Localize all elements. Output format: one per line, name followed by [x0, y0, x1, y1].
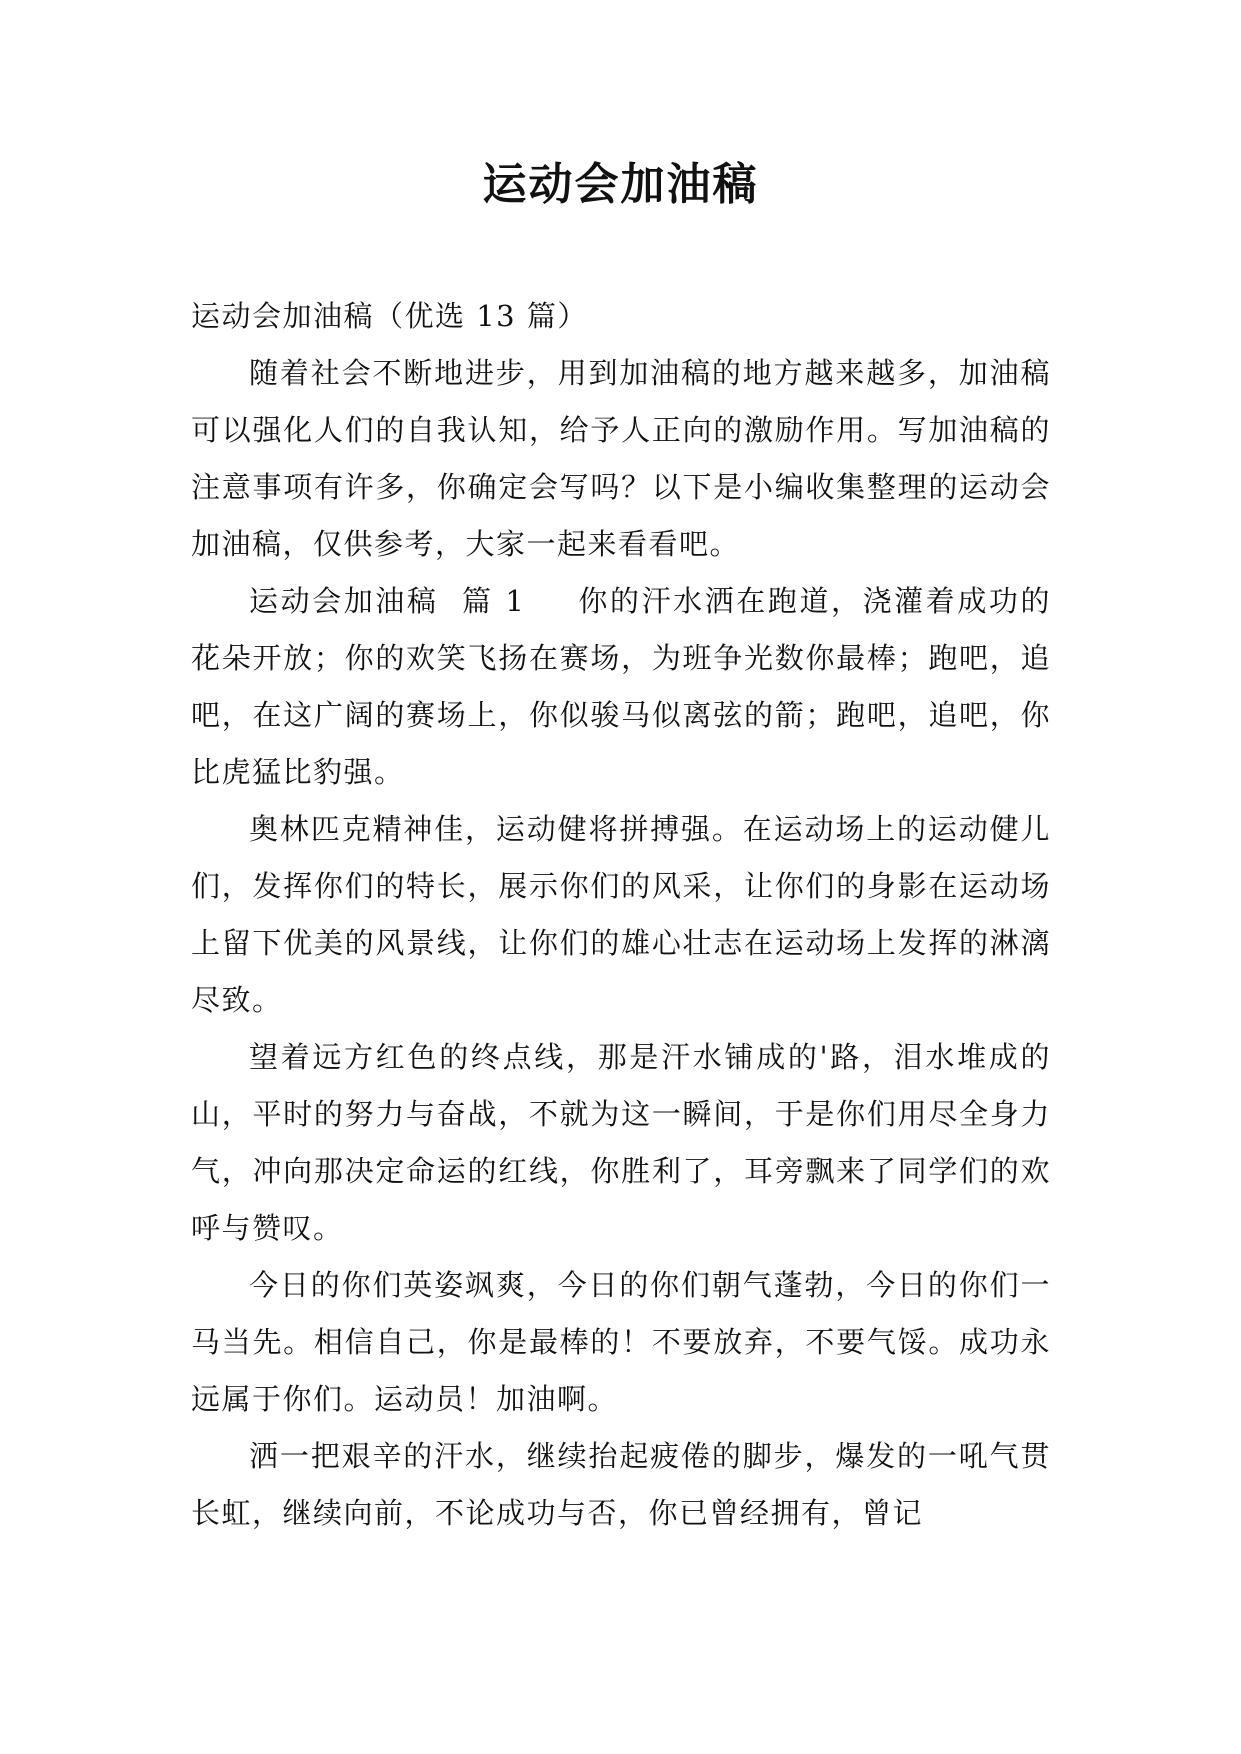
body-paragraph-3: 今日的你们英姿飒爽，今日的你们朝气蓬勃，今日的你们一马当先。相信自己，你是最棒的！不要放弃，不要气馁。成功永远属于你们。运动员！加油啊。: [191, 1268, 1051, 1416]
intro-paragraph: 随着社会不断地进步，用到加油稿的地方越来越多，加油稿可以强化人们的自我认知，给予人正向的激励作用。写加油稿的注意事项有许多，你确定会写吗？以下是小编收集整理的运动会加油稿，仅供参考，大家一起来看看吧。: [191, 356, 1051, 561]
document-subtitle: 运动会加油稿（优选 13 篇）: [191, 299, 588, 333]
body-paragraph-4: 洒一把艰辛的汗水，继续抬起疲倦的脚步，爆发的一吼气贯长虹，继续向前，不论成功与否，你已曾经拥有，曾记: [191, 1439, 1051, 1530]
section-1-text: 你的汗水洒在跑道，浇灌着成功的花朵开放；你的欢笑飞扬在赛场，为班争光数你最棒；跑吧，追吧，在这广阔的赛场上，你似骏马似离弦的箭；跑吧，追吧，你比虎猛比豹强。: [191, 584, 1051, 789]
section-label: 运动会加油稿 篇 1: [249, 584, 526, 618]
body-paragraph-1: 奥林匹克精神佳，运动健将拼搏强。在运动场上的运动健儿们，发挥你们的特长，展示你们的风采，让你们的身影在运动场上留下优美的风景线，让你们的雄心壮志在运动场上发挥的淋漓尽致。: [191, 812, 1051, 1017]
body-paragraph-2: 望着远方红色的终点线，那是汗水铺成的'路，泪水堆成的山，平时的努力与奋战，不就为这一瞬间，于是你们用尽全身力气，冲向那决定命运的红线，你胜利了，耳旁飘来了同学们的欢呼与赞叹。: [191, 1040, 1051, 1245]
document-title: 运动会加油稿: [482, 159, 759, 210]
section-1-paragraph: [191, 573, 1051, 801]
document-body: [191, 288, 1051, 1542]
